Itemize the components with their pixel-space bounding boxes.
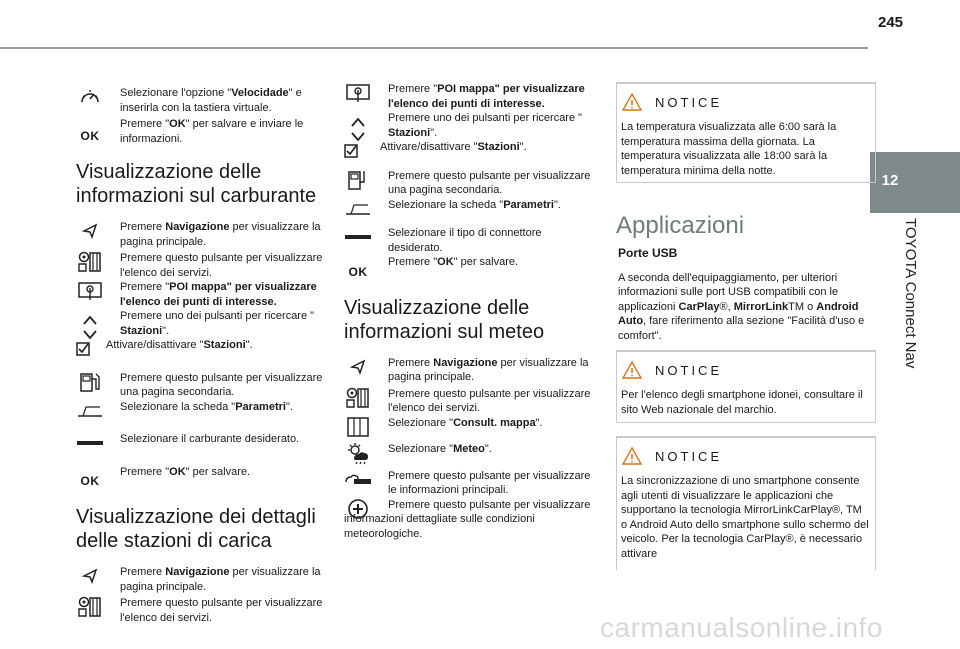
meteo-step-services: Premere questo pulsante per visualizzare l'elenco dei servizi. <box>344 387 598 416</box>
meteo-step-details: Premere questo pulsante per visualizzare informazioni dettagliate sulle condizioni meteorologiche. <box>344 498 591 540</box>
fuel-pump-icon <box>76 371 104 393</box>
charge-step-secondary: Premere questo pulsante per visualizzare una pagina secondaria. <box>344 169 598 198</box>
tab-parameters-icon <box>76 400 104 422</box>
selection-bar-icon <box>76 432 104 454</box>
meteo-heading: Visualizzazione delle informazioni sul meteo <box>344 296 545 343</box>
checkbox-icon <box>344 140 358 162</box>
ok-save-row: OK Premere "OK" per salvare e inviare le informazioni. <box>76 117 326 146</box>
usb-section <box>618 246 874 343</box>
services-icon <box>76 596 104 618</box>
services-icon <box>344 387 372 409</box>
fuel-step-ok: OK Premere "OK" per salvare. <box>76 465 326 480</box>
charge-step-search: Premere uno dei pulsanti per ricercare " <box>344 111 598 126</box>
checkbox-icon <box>76 338 90 360</box>
fuel-step-search: Premere uno dei pulsanti per ricercare " <box>76 309 326 324</box>
warning-icon <box>621 92 643 112</box>
services-icon <box>76 251 104 273</box>
notice-box-2: NOTICE Per l'elenco degli smartphone idonei, consultare il sito Web nazionale del marchio. <box>616 350 876 423</box>
charge-step-connector: Selezionare il tipo di connettore desiderato. <box>344 226 598 255</box>
meteo-step-weather: Selezionare "Meteo". <box>344 442 598 457</box>
ok-icon: OK <box>80 474 100 489</box>
usb-title: Porte USB <box>618 246 678 260</box>
fuel-step-secondary: Premere questo pulsante per visualizzare una pagina secondaria. <box>76 371 326 400</box>
plus-circle-icon <box>344 498 372 520</box>
poi-map-icon <box>344 82 372 104</box>
apps-title: Applicazioni <box>616 212 745 239</box>
ok-icon: OK <box>80 128 100 143</box>
column-1 <box>76 82 326 625</box>
usb-text: A seconda dell'equipaggiamento, per ulteriori informazioni sulle port USB compatibili con le applicazioni CarPlay®, MirrorLinkTM o Android Auto, fare riferimento alla sezione "Facilità d'uso e comfort". <box>618 271 865 342</box>
weather-icon <box>344 442 372 464</box>
charge-step-parameters: Selezionare la scheda "Parametri". <box>344 198 598 213</box>
navigation-arrow-icon <box>76 565 104 587</box>
navigation-arrow-icon <box>344 356 372 378</box>
page-number: 245 <box>878 14 904 31</box>
header-rule <box>0 47 868 49</box>
fuel-step-select: Selezionare il carburante desiderato. <box>76 432 326 447</box>
speed-option-row: Selezionare l'opzione "Velocidade" e inserirla con la tastiera virtuale. <box>76 86 326 115</box>
charging-plug-icon <box>344 169 372 191</box>
warning-icon <box>621 446 643 466</box>
watermark: carmanualsonline.info <box>600 612 883 643</box>
ok-icon: OK <box>348 264 368 279</box>
charge-step-navigation: Premere Navigazione per visualizzare la pagina principale. <box>76 565 326 594</box>
tab-parameters-icon <box>344 198 372 220</box>
selection-bar-icon <box>344 226 372 248</box>
fuel-step-search-2: Stazioni". <box>76 324 326 339</box>
charge-step-poi: Premere "POI mappa" per visualizzare l'elenco dei punti di interesse. <box>344 82 598 111</box>
fuel-step-toggle: Attivare/disattivare "Stazioni". <box>76 338 326 353</box>
column-2 <box>344 82 598 541</box>
poi-map-icon <box>76 280 104 302</box>
warning-icon <box>621 360 643 380</box>
weather-banner-icon <box>344 469 372 491</box>
fuel-step-parameters: Selezionare la scheda "Parametri". <box>76 400 326 415</box>
fuel-step-poi: Premere "POI mappa" per visualizzare l'elenco dei punti di interesse. <box>76 280 326 309</box>
chapter-tab <box>870 152 960 213</box>
speedometer-icon <box>76 86 104 108</box>
fuel-heading: Visualizzazione delle informazioni sul carburante <box>76 161 317 207</box>
chapter-title: TOYOTA Connect Nav <box>902 218 919 369</box>
notice-box-3: NOTICE La sincronizzazione di uno smartphone consente agli utenti di visualizzare le applicazioni che supportano la tecnologia MirrorLinkCarPlay®, TM o Android Auto dello smartphone sullo schermo del veicolo. Per la tecnologia CarPlay®, è necessario attivare <box>616 436 876 570</box>
charge-step-search-2: Stazioni". <box>344 126 598 141</box>
fuel-step-services: Premere questo pulsante per visualizzare l'elenco dei servizi. <box>76 251 326 280</box>
charge-heading: Visualizzazione dei dettagli delle stazioni di carica <box>76 506 316 552</box>
map-view-icon <box>344 416 372 438</box>
charge-step-toggle: Attivare/disattivare "Stazioni". <box>344 140 598 155</box>
charge-step-services: Premere questo pulsante per visualizzare l'elenco dei servizi. <box>76 596 326 625</box>
notice-box-1: NOTICE La temperatura visualizzata alle 6:00 sarà la temperatura massima della giornata. La temperatura visualizzata alle 18:00 sarà la temperatura minima della notte. <box>616 82 876 183</box>
charge-step-ok: OK Premere "OK" per salvare. <box>344 255 598 270</box>
meteo-step-navigation: Premere Navigazione per visualizzare la pagina principale. <box>344 356 598 385</box>
chapter-number: 12 <box>881 172 899 189</box>
meteo-step-map: Selezionare "Consult. mappa". <box>344 416 598 431</box>
fuel-step-navigation: Premere Navigazione per visualizzare la pagina principale. <box>76 220 326 249</box>
navigation-arrow-icon <box>76 220 104 242</box>
meteo-step-main: Premere questo pulsante per visualizzare le informazioni principali. <box>344 469 598 498</box>
